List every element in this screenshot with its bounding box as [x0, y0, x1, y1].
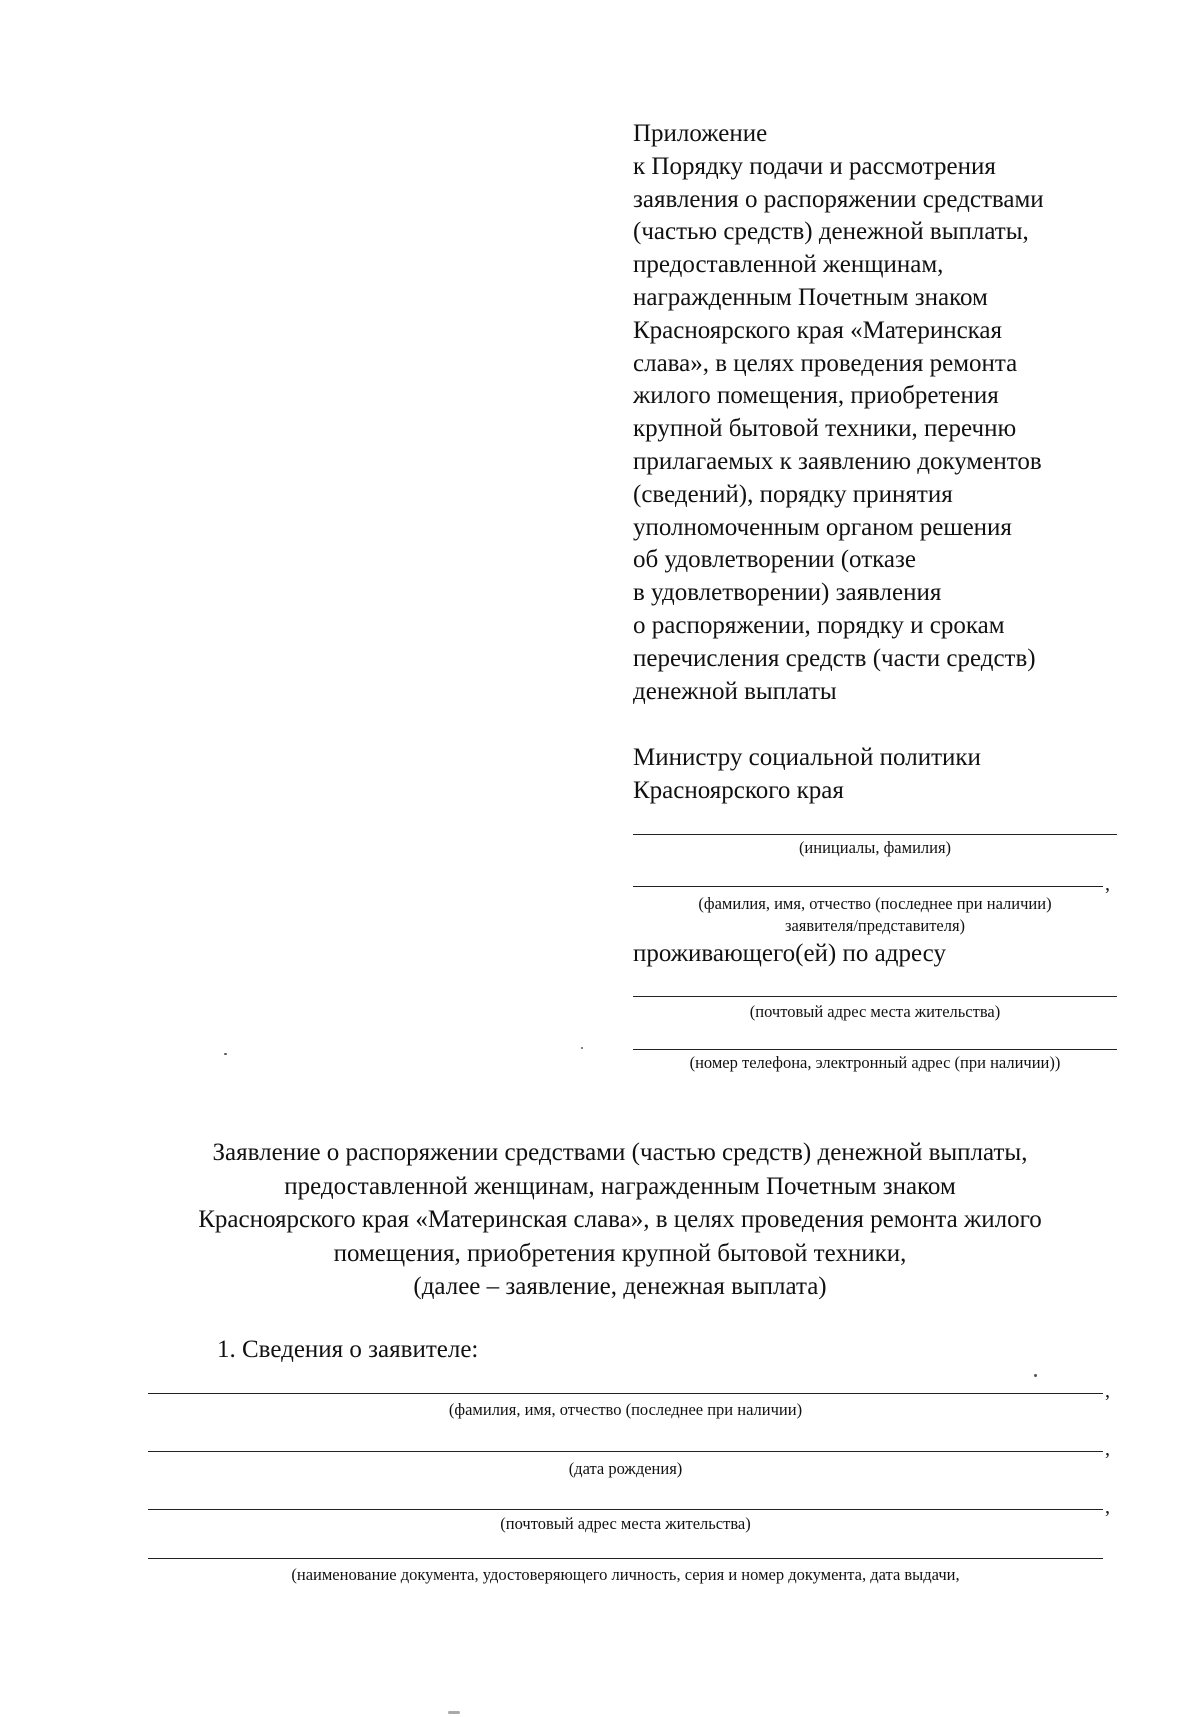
title-line: Заявление о распоряжении средствами (частью средств) денежной выплаты,: [212, 1139, 1028, 1166]
addressee-line: Красноярского края: [633, 776, 844, 804]
title-line: Красноярского края «Материнская слава», в целях проведения ремонта жилого: [198, 1206, 1042, 1234]
appendix-line: награжденным Почетным знаком: [633, 283, 988, 311]
birth-date-field[interactable]: [148, 1451, 1103, 1452]
title-line: помещения, приобретения крупной бытовой техники,: [333, 1239, 907, 1267]
appendix-line: к Порядку подачи и рассмотрения: [633, 152, 996, 180]
appendix-header: [633, 118, 1133, 708]
comma: ,: [1105, 1438, 1110, 1460]
appendix-line: перечисления средств (части средств): [633, 644, 1036, 672]
section1-address-field[interactable]: [148, 1509, 1103, 1510]
comma: ,: [1105, 873, 1110, 895]
appendix-line: (частью средств) денежной выплаты,: [633, 218, 1029, 246]
appendix-line: о распоряжении, порядку и срокам: [633, 611, 1005, 639]
appendix-line: заявления о распоряжении средствами: [633, 185, 1044, 213]
appendix-line: денежной выплаты: [633, 677, 837, 705]
appendix-line: жилого помещения, приобретения: [633, 382, 999, 410]
birth-caption: (дата рождения): [568, 1459, 683, 1478]
appendix-line: слава», в целях проведения ремонта: [633, 349, 1018, 377]
application-title: [120, 1136, 1120, 1304]
title-line: (далее – заявление, денежная выплата): [413, 1273, 827, 1301]
comma: ,: [1105, 1496, 1110, 1518]
address-caption: (почтовый адрес места жительства): [749, 1002, 1001, 1021]
appendix-line: прилагаемых к заявлению документов: [633, 447, 1042, 475]
appendix-line: об удовлетворении (отказе: [633, 546, 916, 574]
appendix-line: Приложение: [633, 120, 768, 147]
addressee-line: Министру социальной политики: [633, 744, 981, 771]
appendix-line: (сведений), порядку принятия: [633, 480, 953, 508]
scan-speck: [1034, 1374, 1037, 1377]
applicant-caption-line1: (фамилия, имя, отчество (последнее при наличии): [698, 894, 1052, 913]
contact-caption: (номер телефона, электронный адрес (при наличии)): [689, 1053, 1061, 1072]
initials-caption: (инициалы, фамилия): [798, 838, 952, 857]
appendix-line: в удовлетворении) заявления: [633, 579, 942, 607]
appendix-line: предоставленной женщинам,: [633, 251, 944, 279]
fio-caption: (фамилия, имя, отчество (последнее при наличии): [448, 1400, 803, 1419]
postal-address-field[interactable]: [633, 996, 1117, 997]
section-heading: 1. Сведения о заявителе:: [217, 1336, 479, 1363]
scan-speck: [581, 1047, 583, 1049]
section1-address-caption: (почтовый адрес места жительства): [500, 1514, 751, 1533]
scan-speck: [224, 1053, 227, 1055]
minister-initials-field[interactable]: [633, 834, 1117, 835]
id-document-caption: (наименование документа, удостоверяющего личность, серия и номер документа, дата выдачи,: [291, 1565, 960, 1584]
comma: ,: [1105, 1380, 1110, 1402]
appendix-line: крупной бытовой техники, перечню: [633, 415, 1017, 443]
applicant-fio-field[interactable]: [148, 1393, 1103, 1394]
residing-label: проживающего(ей) по адресу: [633, 940, 946, 967]
id-document-field[interactable]: [148, 1558, 1103, 1559]
scan-speck: [448, 1711, 460, 1714]
addressee-block: [633, 742, 1133, 807]
applicant-caption-line2: заявителя/представителя): [784, 916, 966, 935]
appendix-line: уполномоченным органом решения: [633, 513, 1012, 541]
title-line: предоставленной женщинам, награжденным Почетным знаком: [284, 1172, 956, 1200]
contact-field[interactable]: [633, 1049, 1117, 1050]
applicant-name-field[interactable]: [633, 886, 1103, 887]
appendix-line: Красноярского края «Материнская: [633, 316, 1003, 344]
